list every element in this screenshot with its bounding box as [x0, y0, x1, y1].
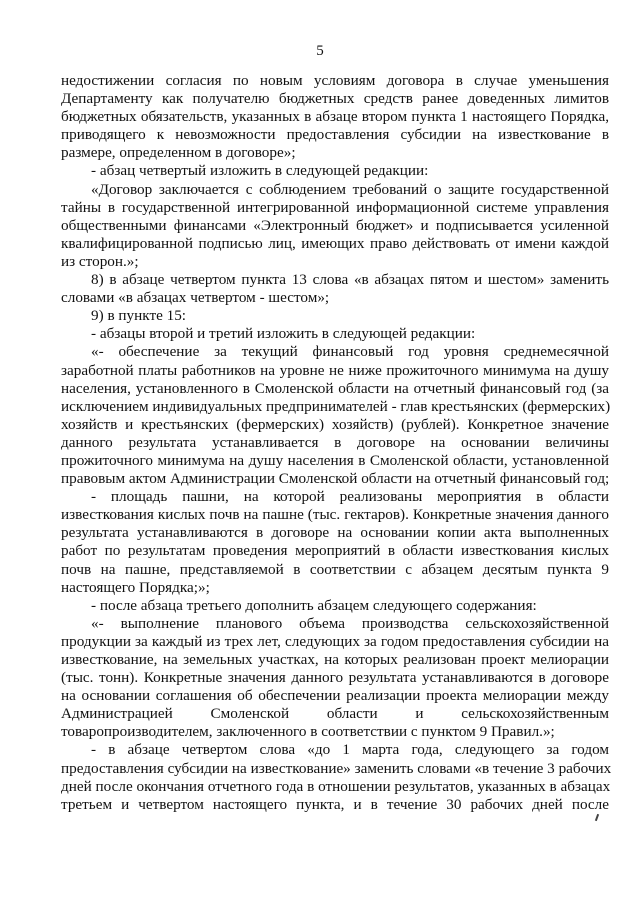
text-line: результата устанавливаются в договоре на основании копии акта выполненных [61, 524, 609, 542]
text-line: «- обеспечение за текущий финансовый год уровня среднемесячной [91, 343, 609, 361]
text-line: заработной платы работников на уровне не ниже прожиточного минимума на душу [61, 361, 609, 379]
page-number: 5 [316, 43, 324, 59]
text-line: - абзац четвертый изложить в следующей редакции: [91, 162, 429, 180]
text-line: 9) в пункте 15: [91, 307, 187, 325]
text-line: общественными финансами «Электронный бюджет» и подписывается усиленной [61, 216, 609, 234]
text-line: (тыс. тонн). Конкретные значения данного результата устанавливаются в договоре [61, 669, 609, 687]
text-line: хозяйств и крестьянских (фермерских) хозяйств) (рублей). Конкретное значение [61, 415, 609, 433]
text-line: из сторон.»; [61, 252, 139, 270]
text-line: прожиточного минимума на душу населения в Смоленской области, установленной [61, 451, 609, 469]
scan-mark [595, 814, 599, 821]
text-line: правовым актом Администрации Смоленской области на отчетный финансовый год; [61, 470, 610, 488]
text-line: исключением индивидуальных предпринимателей - глав крестьянских (фермерских) [61, 397, 611, 415]
text-line: размере, определенном в договоре»; [61, 144, 296, 162]
text-line: известкование, на земельных участках, на которых реализован проект мелиорации [61, 651, 609, 668]
text-line: - после абзаца третьего дополнить абзацем следующего содержания: [91, 596, 537, 614]
text-line: почв на пашне, представляемой в соответствии с абзацем десятым пункта 9 [61, 560, 609, 578]
text-line: настоящего Порядка;»; [61, 578, 210, 596]
text-line: данного результата устанавливается в договоре на основании величины [61, 433, 609, 451]
text-line: известкования кислых почв на пашне (тыс. гектаров). Конкретные значения данного [61, 506, 609, 524]
text-line: - абзацы второй и третий изложить в следующей редакции: [91, 325, 476, 343]
text-line: 8) в абзаце четвертом пункта 13 слова «в абзацах пятом и шестом» заменить [91, 271, 609, 289]
text-line: товаропроизводителем, заключенного в соответствии с пунктом 9 Правил.»; [61, 723, 555, 741]
text-line: работ по результатам проведения мероприятий в области известкования кислых [61, 542, 609, 560]
document-body [61, 72, 612, 814]
text-line: на основании соглашения об обеспечении реализации проекта мелиорации между [61, 687, 609, 705]
text-line: дней после окончания отчетного года в отношении результатов, указанных в абзацах [61, 777, 611, 795]
text-line: Департаменту как получателю бюджетных средств ранее доведенных лимитов [61, 90, 609, 108]
text-line: словами «в абзацах четвертом - шестом»; [61, 289, 330, 307]
text-line: третьем и четвертом настоящего пункта, и в течение 30 рабочих дней после [61, 795, 609, 813]
text-line: бюджетных обязательств, указанных в абзаце втором пункта 1 настоящего Порядка, [61, 108, 609, 126]
text-line: «Договор заключается с соблюдением требований о защите государственной [91, 180, 609, 198]
text-line: Администрацией Смоленской области и сельскохозяйственным [61, 705, 609, 723]
text-line: - площадь пашни, на которой реализованы мероприятия в области [91, 488, 609, 506]
text-line: тайны в государственной интегрированной информационной системе управления [61, 198, 609, 216]
text-line: продукции за каждый из трех лет, следующих за годом предоставления субсидии на [61, 632, 609, 650]
text-line: «- выполнение планового объема производства сельскохозяйственной [91, 614, 609, 632]
text-line: населения, установленного в Смоленской области на отчетный финансовый год (за [61, 379, 609, 397]
text-line: квалифицированной подписью лиц, имеющих право действовать от имени каждой [61, 234, 609, 252]
text-line: недостижении согласия по новым условиям договора в случае уменьшения [61, 72, 609, 89]
text-line: приводящего к невозможности предоставления субсидии на известкование в [61, 126, 609, 144]
text-line: - в абзаце четвертом слова «до 1 марта года, следующего за годом [91, 741, 609, 759]
text-line: предоставления субсидии на известкование» заменить словами «в течение 3 рабочих [61, 759, 612, 777]
